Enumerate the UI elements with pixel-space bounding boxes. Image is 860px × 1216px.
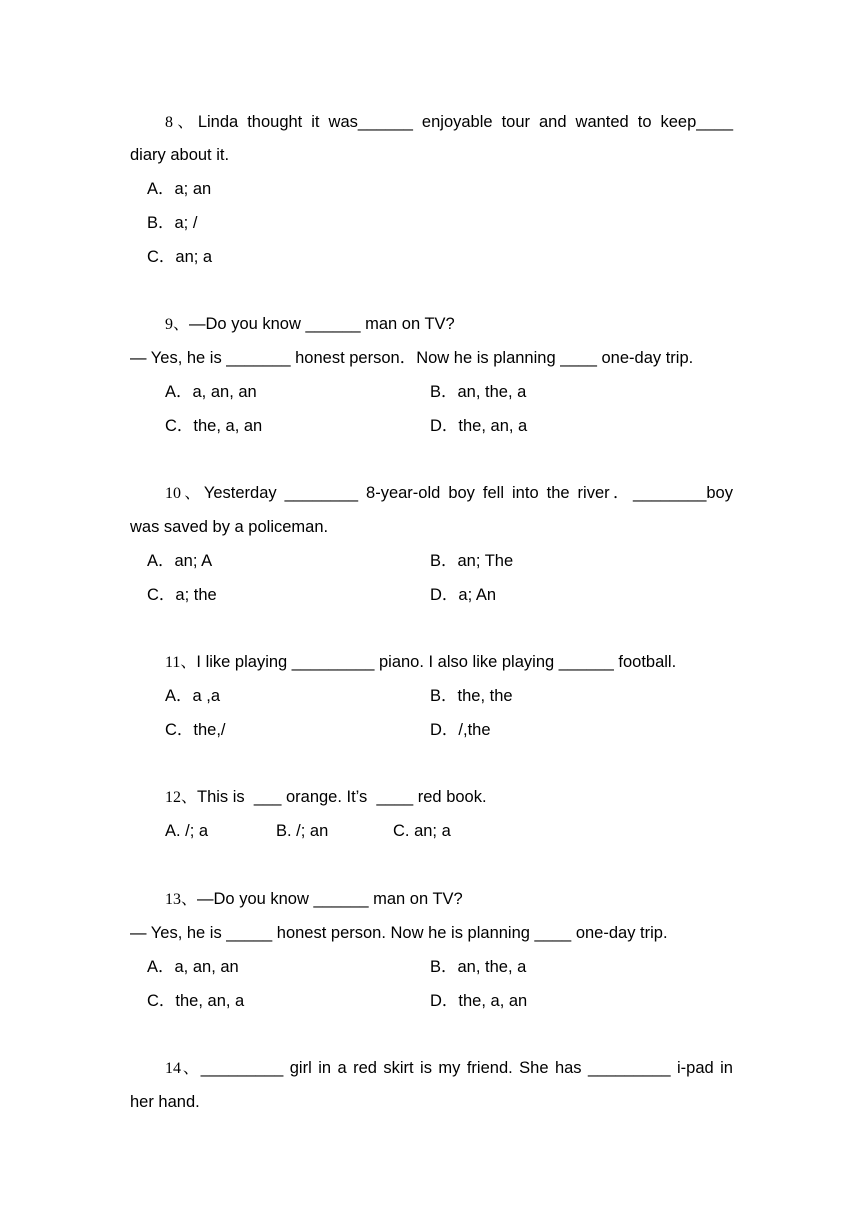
question-10-option-a[interactable]: A．an; A [147,552,213,570]
question-9-stem-cont: — Yes, he is _______ honest person．Now he is planning ____ one-day trip. [130,349,694,367]
question-10-option-c[interactable]: C．a; the [147,586,217,604]
question-8-option-c[interactable]: C．an; a [147,248,213,266]
question-11-option-c[interactable]: C．the,/ [165,721,226,739]
question-10-stem-cont: was saved by a policeman. [130,518,329,536]
question-13-option-c[interactable]: C．the, an, a [147,992,245,1010]
question-14-stem [165,1058,733,1079]
question-10-option-d[interactable]: D．a; An [430,586,497,604]
question-9-option-b[interactable]: B．an, the, a [430,383,527,401]
question-text: —Do you know ______ man on TV? [189,315,455,333]
question-13-option-d[interactable]: D．the, a, an [430,992,528,1010]
question-text: _________ girl in a red skirt is my friend. She has _________ i-pad in [200,1059,733,1077]
question-number: 13、 [165,891,198,908]
question-8-option-a[interactable]: A．a; an [147,180,212,198]
question-11-option-b[interactable]: B．the, the [430,687,513,705]
question-text: —Do you know ______ man on TV? [197,890,463,908]
question-10-stem [165,483,733,504]
question-13-option-a[interactable]: A．a, an, an [147,958,239,976]
question-number: 8、 [165,114,198,131]
question-14-stem-cont: her hand. [130,1093,200,1111]
question-10-option-b[interactable]: B．an; The [430,552,514,570]
question-12-option-a[interactable]: A. /; a [165,822,209,840]
question-number: 12、 [165,789,198,806]
question-number: 11、 [165,654,197,671]
question-12-stem [165,787,487,808]
question-9-option-d[interactable]: D．the, an, a [430,417,528,435]
question-9-stem [165,314,455,335]
question-13-option-b[interactable]: B．an, the, a [430,958,527,976]
question-8-stem-cont: diary about it. [130,146,230,164]
question-9-option-c[interactable]: C．the, a, an [165,417,263,435]
question-text: Yesterday ________ 8-year-old boy fell into the river．________boy [203,484,733,502]
question-12-option-b[interactable]: B. /; an [276,822,329,840]
question-text: I like playing _________ piano. I also like playing ______ football. [196,653,677,671]
question-9-option-a[interactable]: A．a, an, an [165,383,257,401]
question-11-option-a[interactable]: A．a ,a [165,687,221,705]
question-number: 10、 [165,485,204,502]
question-text: Linda thought it was______ enjoyable tour and wanted to keep____ [197,113,733,131]
question-11-option-d[interactable]: D．/,the [430,721,491,739]
question-11-stem [165,652,676,673]
question-8-option-b[interactable]: B．a; / [147,214,198,232]
question-number: 14、 [165,1060,201,1077]
question-13-stem [165,889,463,910]
question-number: 9、 [165,316,190,333]
question-12-option-c[interactable]: C. an; a [393,822,451,840]
question-8-stem [165,112,733,133]
question-13-stem-cont: — Yes, he is _____ honest person. Now he is planning ____ one-day trip. [130,924,668,942]
question-text: This is ___ orange. It’s ____ red book. [197,788,487,806]
